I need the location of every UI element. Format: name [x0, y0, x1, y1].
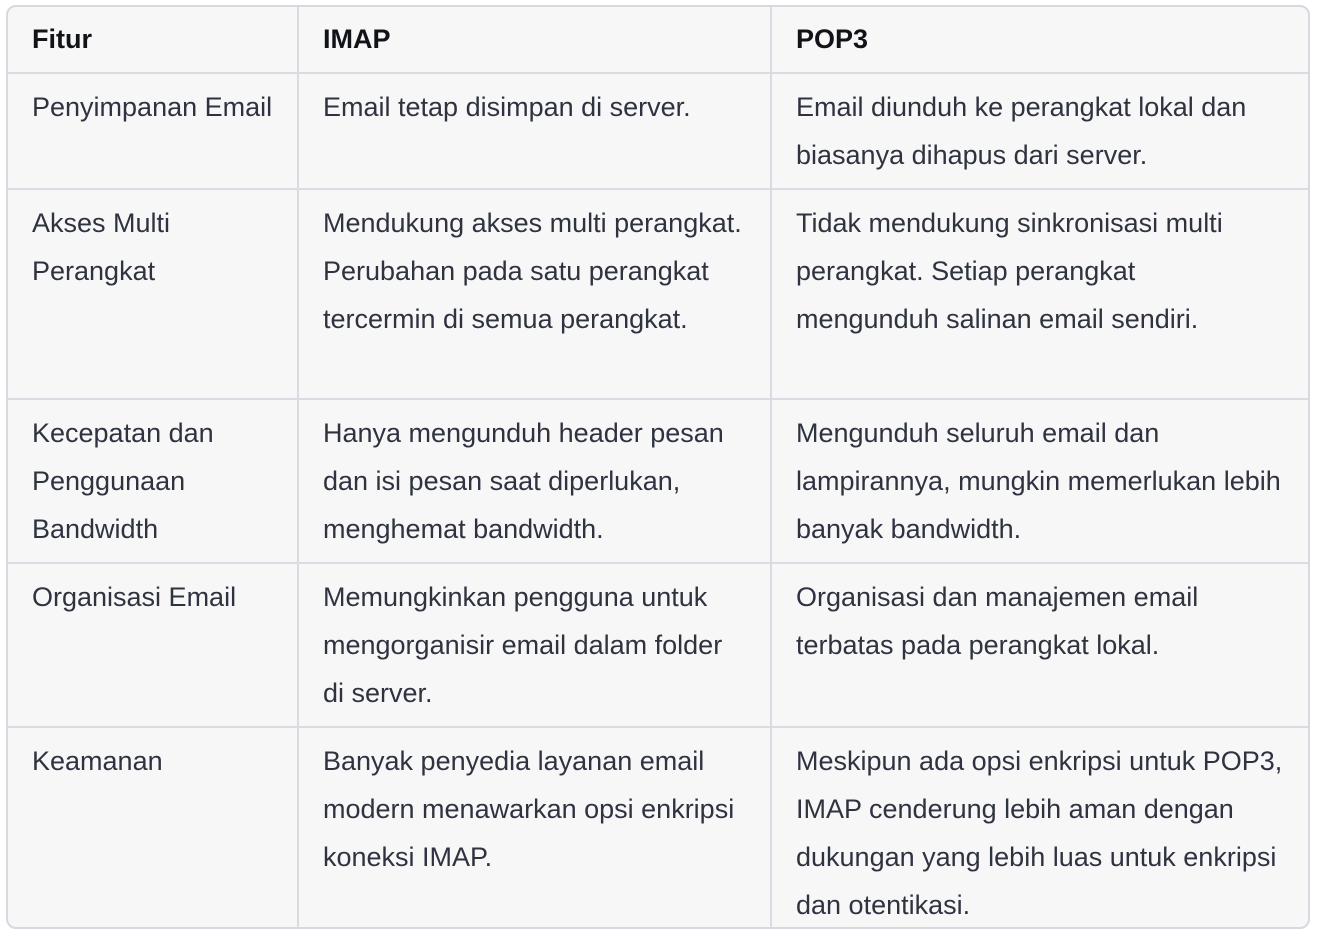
header-fitur: Fitur	[8, 7, 298, 73]
table-row	[8, 73, 1308, 189]
table-row	[8, 189, 1308, 399]
cell-fitur: Akses Multi Perangkat	[8, 189, 298, 399]
cell-fitur: Penyimpanan Email	[8, 73, 298, 189]
cell-pop3: Mengunduh seluruh email dan lampirannya, mungkin memerlukan lebih banyak bandwidth.	[771, 399, 1308, 563]
header-imap: IMAP	[298, 7, 771, 73]
cell-fitur: Keamanan	[8, 727, 298, 929]
comparison-table	[8, 7, 1308, 929]
header-row	[8, 7, 1308, 73]
cell-pop3: Meskipun ada opsi enkripsi untuk POP3, IMAP cenderung lebih aman dengan dukungan yang lebih luas untuk enkripsi dan otentikasi.	[796, 746, 1283, 920]
table-row	[8, 563, 1308, 727]
table-header	[8, 7, 1308, 73]
cell-pop3: Tidak mendukung sinkronisasi multi perangkat. Setiap perangkat mengunduh salinan email sendiri.	[771, 189, 1308, 399]
table-row	[8, 399, 1308, 563]
cell-pop3: Organisasi dan manajemen email terbatas pada perangkat lokal.	[771, 563, 1308, 727]
table-row	[8, 727, 1308, 929]
header-pop3: POP3	[771, 7, 1308, 73]
cell-fitur: Kecepatan dan Penggunaan Bandwidth	[8, 399, 298, 563]
table-body	[8, 73, 1308, 929]
cell-imap: Banyak penyedia layanan email modern menawarkan opsi enkripsi koneksi IMAP.	[298, 727, 771, 929]
cell-fitur: Organisasi Email	[8, 563, 298, 727]
cell-imap: Mendukung akses multi perangkat. Perubahan pada satu perangkat tercermin di semua perangkat.	[298, 189, 771, 399]
cell-imap: Email tetap disimpan di server.	[298, 73, 771, 189]
cell-pop3: Email diunduh ke perangkat lokal dan biasanya dihapus dari server.	[771, 73, 1308, 189]
cell-imap: Hanya mengunduh header pesan dan isi pesan saat diperlukan, menghemat bandwidth.	[298, 399, 771, 563]
comparison-table-container	[6, 5, 1310, 929]
cell-imap: Memungkinkan pengguna untuk mengorganisir email dalam folder di server.	[298, 563, 771, 727]
